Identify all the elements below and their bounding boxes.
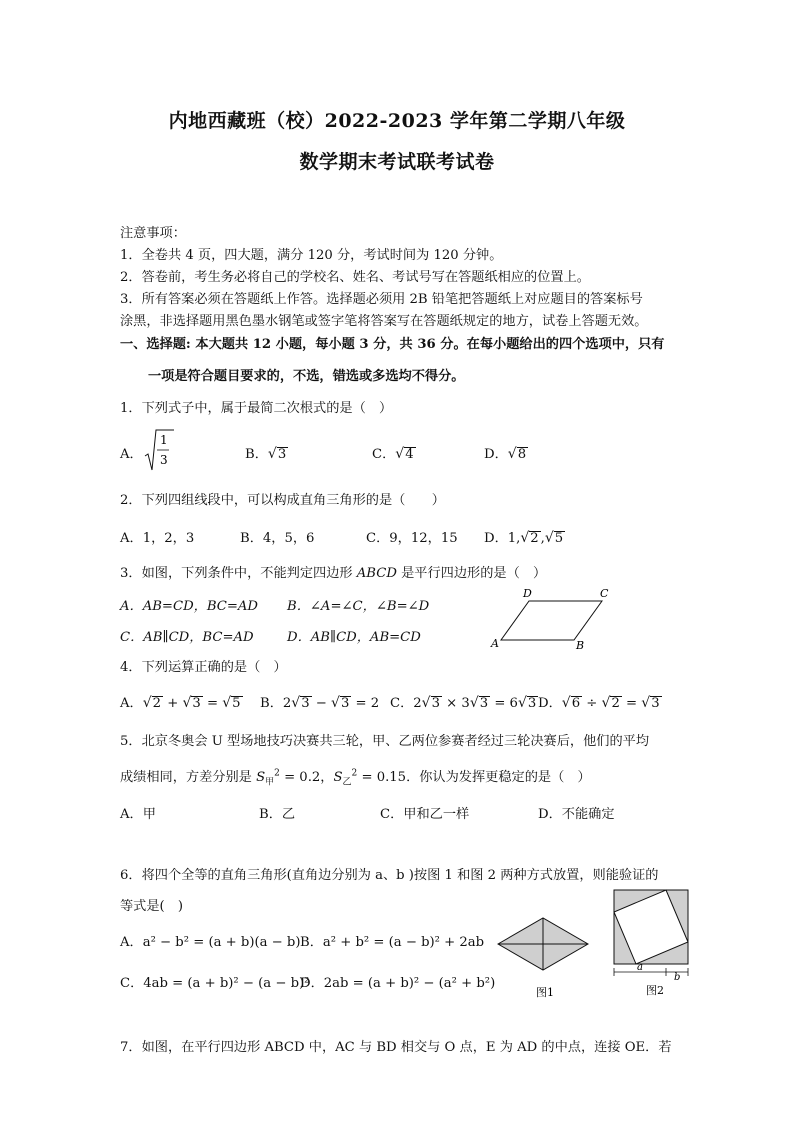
- q4-option-c: C．2√3 × 3√3 = 6√3: [390, 695, 537, 711]
- q3-parallelogram-figure: [488, 585, 618, 653]
- notice-heading: 注意事项：: [120, 226, 186, 241]
- q6-figure2: [612, 888, 696, 998]
- q6-option-c: C．4ab = (a + b)² − (a − b)²: [120, 976, 310, 991]
- vertex-a: A: [491, 637, 499, 650]
- q5-stem-line2: 成绩相同，方差分别是 $S_甲^2 = 0.2$，$S_乙^2 = 0.15$．你认为发挥更稳定的是（ ）: [120, 768, 591, 788]
- q4-option-a: A．√2 + √3 = √5: [120, 695, 241, 711]
- exam-title-line1: 内地西藏班（校）2022-2023 学年第二学期八年级: [168, 110, 626, 132]
- q6-figure1: [494, 912, 592, 1002]
- q6-option-a: A．a² − b² = (a + b)(a − b): [120, 935, 301, 950]
- parallelogram-abcd: [501, 601, 602, 640]
- q6-option-d: D．2ab = (a + b)² − (a² + b²): [300, 976, 496, 991]
- q6-stem-line1: 6．将四个全等的直角三角形(直角边分别为 a、b )按图 1 和图 2 两种方式放置，则能验证的: [120, 868, 659, 883]
- q2-option-c: C．9，12，15: [366, 531, 458, 546]
- q5-option-c: C．甲和乙一样: [380, 807, 470, 822]
- notice-item-2: 2．答卷前，考生务必将自己的学校名、姓名、考试号写在答题纸相应的位置上。: [120, 270, 590, 285]
- q5-stem-line1: 5．北京冬奥会 U 型场地技巧决赛共三轮，甲、乙两位参赛者经过三轮决赛后，他们的平均: [120, 734, 650, 749]
- q1-a-denominator: 3: [160, 453, 168, 467]
- q3-option-c: C．AB∥CD，BC=AD: [120, 630, 254, 645]
- q1-a-radical-frac: [144, 428, 174, 472]
- q4-stem: 4．下列运算正确的是（ ）: [120, 660, 287, 675]
- q1-stem: 1．下列式子中，属于最简二次根式的是（ ）: [120, 401, 393, 416]
- vertex-c: C: [600, 587, 609, 600]
- q3-stem: 3．如图，下列条件中，不能判定四边形 ABCD 是平行四边形的是（ ）: [120, 566, 547, 581]
- q5-option-b: B．乙: [259, 807, 296, 822]
- exam-title-line2: 数学期末考试联考试卷: [299, 151, 495, 173]
- q1-option-c: C．√4: [372, 446, 414, 462]
- q5-option-d: D．不能确定: [538, 807, 615, 822]
- q2-stem: 2．下列四组线段中，可以构成直角三角形的是（ ）: [120, 493, 445, 508]
- fig1-caption: 图1: [536, 986, 554, 999]
- notice-item-3: 3．所有答案必须在答题纸上作答。选择题必须用 2B 铅笔把答题纸上对应题目的答案标号: [120, 292, 643, 307]
- q3-option-b: B．∠A=∠C，∠B=∠D: [287, 599, 430, 614]
- q2-option-b: B．4，5，6: [240, 531, 315, 546]
- label-b: b: [674, 972, 681, 983]
- section1-intro: 一、选择题: 本大题共 12 小题，每小题 3 分，共 36 分。在每小题给出的四个选项中，只有: [120, 337, 665, 352]
- section1-intro-cont: 一项是符合题目要求的，不选，错选或多选均不得分。: [148, 369, 465, 384]
- q1-option-d: D．√8: [484, 446, 527, 462]
- q5-option-a: A．甲: [120, 807, 156, 822]
- q1-a-numerator: 1: [160, 433, 168, 447]
- q7-stem-line1: 7．如图，在平行四边形 ABCD 中，AC 与 BD 相交与 O 点，E 为 AD 的中点，连接 OE．若: [120, 1040, 672, 1055]
- q6-option-b: B．a² + b² = (a − b)² + 2ab: [300, 935, 485, 950]
- vertex-d: D: [523, 587, 532, 600]
- notice-item-1: 1．全卷共 4 页，四大题，满分 120 分，考试时间为 120 分钟。: [120, 248, 503, 263]
- q6-stem-line2: 等式是( ): [120, 899, 184, 914]
- q4-option-d: D．√6 ÷ √2 = √3: [538, 695, 660, 711]
- q3-option-d: D．AB∥CD，AB=CD: [287, 630, 421, 645]
- q1-option-b: B．√3: [245, 446, 287, 462]
- vertex-b: B: [576, 639, 585, 652]
- q4-option-b: B．2√3 − √3 = 2: [260, 695, 380, 711]
- q2-option-a: A．1，2，3: [120, 531, 195, 546]
- q2-option-d: D．1,√2 ,√5: [484, 530, 564, 546]
- fig2-caption: 图2: [646, 984, 664, 997]
- option-label: A．: [120, 447, 143, 462]
- q1-option-a: [120, 428, 168, 467]
- label-a: a: [637, 962, 643, 973]
- q3-option-a: A．AB=CD，BC=AD: [120, 599, 258, 614]
- notice-item-3-cont: 涂黑，非选择题用黑色墨水钢笔或签字笔将答案写在答题纸规定的地方，试卷上答题无效。: [120, 314, 648, 329]
